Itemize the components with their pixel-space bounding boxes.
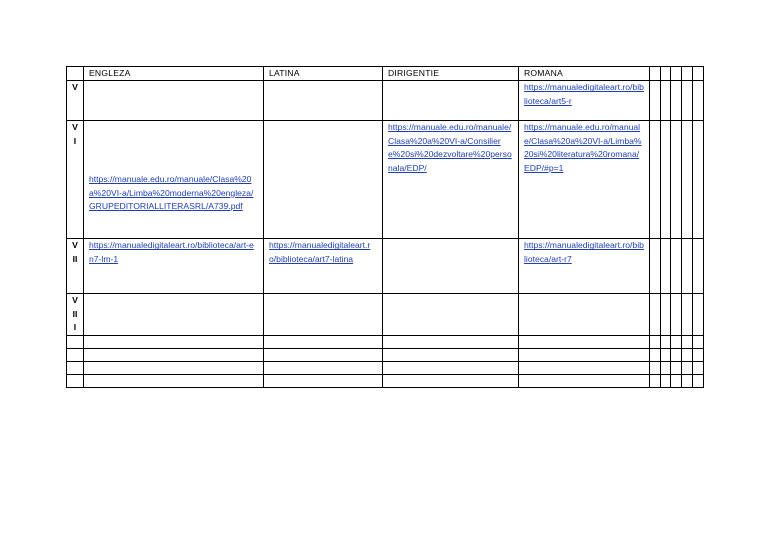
extra-column-cell bbox=[650, 239, 661, 294]
cell-romana bbox=[519, 294, 650, 335]
empty-row bbox=[67, 361, 704, 374]
class-level-char: V bbox=[72, 82, 78, 93]
resource-link[interactable]: https://manualedigitaleart.ro/biblioteca/art7-latina bbox=[269, 240, 371, 264]
empty-cell bbox=[682, 348, 693, 361]
extra-column-cell bbox=[682, 121, 693, 239]
empty-cell bbox=[693, 361, 704, 374]
extra-column-cell bbox=[650, 294, 661, 335]
empty-cell bbox=[671, 348, 682, 361]
extra-column-cell bbox=[661, 121, 671, 239]
empty-cell bbox=[519, 348, 650, 361]
empty-cell bbox=[67, 348, 84, 361]
empty-cell bbox=[383, 361, 519, 374]
cell-engleza bbox=[84, 239, 264, 294]
empty-cell bbox=[84, 374, 264, 387]
class-level-char: V bbox=[72, 240, 78, 251]
extra-column-cell bbox=[661, 67, 671, 81]
header-engleza: ENGLEZA bbox=[84, 67, 264, 81]
extra-column-cell bbox=[693, 67, 704, 81]
cell-latina bbox=[264, 81, 383, 121]
empty-cell bbox=[67, 374, 84, 387]
resources-table bbox=[66, 66, 704, 388]
class-row bbox=[67, 239, 704, 294]
extra-column-cell bbox=[671, 121, 682, 239]
resource-link[interactable]: https://manualedigitaleart.ro/biblioteca/art5-r bbox=[524, 82, 644, 106]
empty-cell bbox=[693, 335, 704, 348]
extra-column-cell bbox=[650, 81, 661, 121]
extra-column-cell bbox=[671, 67, 682, 81]
extra-column-cell bbox=[661, 239, 671, 294]
cell-dirigentie bbox=[383, 121, 519, 239]
empty-row bbox=[67, 374, 704, 387]
extra-column-cell bbox=[650, 121, 661, 239]
empty-cell bbox=[264, 348, 383, 361]
empty-cell bbox=[693, 374, 704, 387]
empty-cell bbox=[682, 361, 693, 374]
class-row bbox=[67, 121, 704, 239]
empty-cell bbox=[671, 361, 682, 374]
class-level-cell bbox=[67, 121, 84, 239]
empty-row bbox=[67, 348, 704, 361]
cell-engleza bbox=[84, 81, 264, 121]
cell-dirigentie bbox=[383, 294, 519, 335]
class-level-char: I bbox=[73, 135, 77, 146]
empty-cell bbox=[84, 348, 264, 361]
empty-cell bbox=[682, 335, 693, 348]
class-level-char: I bbox=[73, 322, 77, 333]
class-level-cell bbox=[67, 294, 84, 335]
cell-romana bbox=[519, 121, 650, 239]
extra-column-cell bbox=[671, 81, 682, 121]
extra-column-cell bbox=[693, 81, 704, 121]
header-latina: LATINA bbox=[264, 67, 383, 81]
empty-cell bbox=[519, 361, 650, 374]
extra-column-cell bbox=[682, 294, 693, 335]
class-level-char: V bbox=[72, 295, 78, 306]
empty-cell bbox=[650, 374, 661, 387]
empty-cell bbox=[682, 374, 693, 387]
extra-column-cell bbox=[650, 67, 661, 81]
empty-cell bbox=[264, 374, 383, 387]
empty-cell bbox=[650, 348, 661, 361]
empty-cell bbox=[383, 374, 519, 387]
cell-engleza bbox=[84, 294, 264, 335]
empty-cell bbox=[84, 335, 264, 348]
class-level-char: V bbox=[72, 122, 78, 133]
extra-column-cell bbox=[671, 294, 682, 335]
class-row bbox=[67, 81, 704, 121]
empty-cell bbox=[693, 348, 704, 361]
extra-column-cell bbox=[693, 294, 704, 335]
empty-cell bbox=[383, 335, 519, 348]
empty-cell bbox=[661, 335, 671, 348]
extra-column-cell bbox=[661, 294, 671, 335]
empty-cell bbox=[661, 348, 671, 361]
header-row bbox=[67, 67, 704, 81]
cell-romana bbox=[519, 81, 650, 121]
extra-column-cell bbox=[682, 81, 693, 121]
empty-cell bbox=[650, 361, 661, 374]
extra-column-cell bbox=[693, 121, 704, 239]
empty-cell bbox=[67, 335, 84, 348]
empty-cell bbox=[264, 335, 383, 348]
cell-engleza bbox=[84, 121, 264, 239]
resource-link[interactable]: https://manuale.edu.ro/manuale/Clasa%20a%20VI-a/Consiliere%20si%20dezvoltare%20personala/EDP/ bbox=[388, 122, 512, 173]
empty-cell bbox=[671, 335, 682, 348]
header-corner-cell bbox=[67, 67, 84, 81]
cell-latina bbox=[264, 121, 383, 239]
cell-spacer bbox=[89, 121, 258, 173]
empty-cell bbox=[383, 348, 519, 361]
cell-dirigentie bbox=[383, 239, 519, 294]
class-row bbox=[67, 294, 704, 335]
extra-column-cell bbox=[682, 67, 693, 81]
resource-link[interactable]: https://manuale.edu.ro/manuale/Clasa%20a%20VI-a/Limba%20si%20literatura%20romana/EDP/#p=1 bbox=[524, 122, 642, 173]
empty-cell bbox=[519, 374, 650, 387]
resource-link[interactable]: https://manualedigitaleart.ro/biblioteca/art-en7-lm-1 bbox=[89, 240, 254, 264]
empty-cell bbox=[67, 361, 84, 374]
class-level-cell bbox=[67, 239, 84, 294]
extra-column-cell bbox=[671, 239, 682, 294]
cell-latina bbox=[264, 239, 383, 294]
empty-cell bbox=[650, 335, 661, 348]
resource-link[interactable]: https://manualedigitaleart.ro/biblioteca/art-r7 bbox=[524, 240, 644, 264]
empty-cell bbox=[671, 374, 682, 387]
class-level-char: II bbox=[72, 253, 78, 264]
class-level-char: II bbox=[72, 308, 78, 319]
empty-cell bbox=[519, 335, 650, 348]
empty-cell bbox=[264, 361, 383, 374]
resource-link[interactable]: https://manuale.edu.ro/manuale/Clasa%20a%20VI-a/Limba%20moderna%20engleza/GRUPEDITORIALLITERASRL/A739.pdf bbox=[89, 174, 254, 212]
empty-cell bbox=[661, 361, 671, 374]
cell-dirigentie bbox=[383, 81, 519, 121]
extra-column-cell bbox=[661, 81, 671, 121]
extra-column-cell bbox=[682, 239, 693, 294]
cell-latina bbox=[264, 294, 383, 335]
header-romana: ROMANA bbox=[519, 67, 650, 81]
empty-cell bbox=[84, 361, 264, 374]
empty-row bbox=[67, 335, 704, 348]
class-level-cell bbox=[67, 81, 84, 121]
header-dirigentie: DIRIGENTIE bbox=[383, 67, 519, 81]
empty-cell bbox=[661, 374, 671, 387]
extra-column-cell bbox=[693, 239, 704, 294]
cell-romana bbox=[519, 239, 650, 294]
